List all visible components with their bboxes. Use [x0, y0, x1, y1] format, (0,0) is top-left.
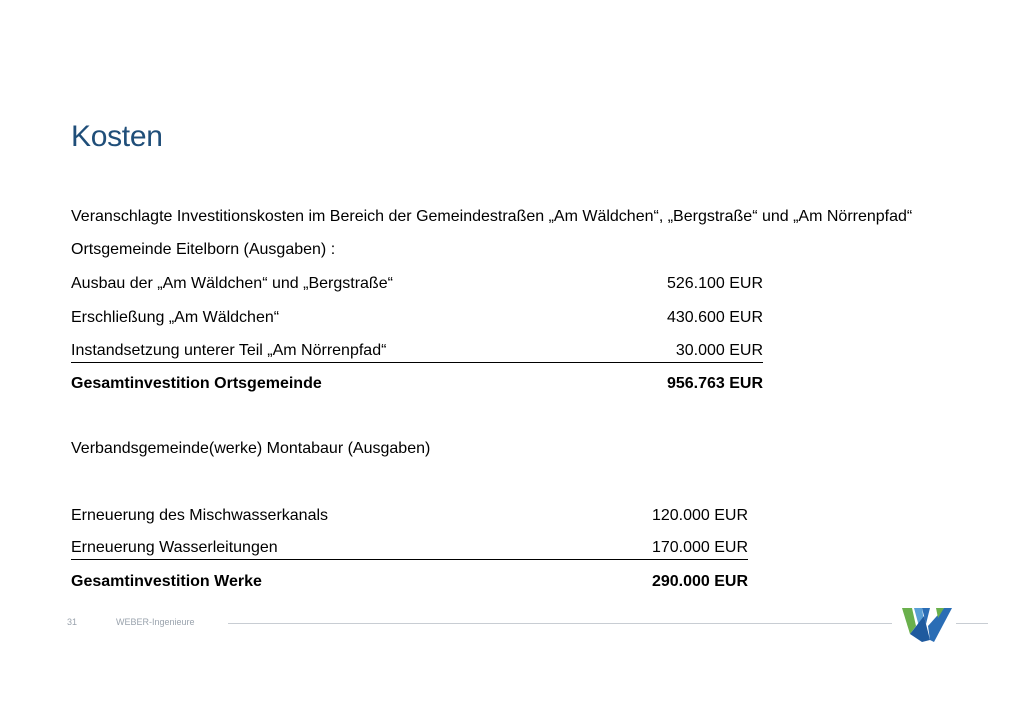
cost-row [71, 539, 748, 560]
cost-amount: 120.000 EUR [651, 507, 748, 524]
cost-label: Erschließung „Am Wäldchen“ [71, 309, 280, 326]
cost-row [71, 342, 763, 363]
footer-divider-right [956, 623, 988, 624]
total-label: Gesamtinvestition Werke [71, 573, 262, 590]
page-title: Kosten [71, 120, 163, 153]
cost-amount: 30.000 EUR [675, 342, 763, 359]
cost-label: Instandsetzung unterer Teil „Am Nörrenpfad“ [71, 342, 387, 359]
section2-heading: Verbandsgemeinde(werke) Montabaur (Ausgaben) [71, 440, 431, 457]
company-name: WEBER-Ingenieure [116, 617, 195, 627]
cost-label: Ausbau der „Am Wäldchen“ und „Bergstraße“ [71, 275, 393, 292]
cost-label: Erneuerung Wasserleitungen [71, 539, 278, 556]
cost-label: Erneuerung des Mischwasserkanals [71, 507, 329, 524]
weber-logo-icon [900, 604, 954, 644]
total-amount: 956.763 EUR [666, 375, 763, 392]
total-label: Gesamtinvestition Ortsgemeinde [71, 375, 322, 392]
section1-heading: Ortsgemeinde Eitelborn (Ausgaben) : [71, 241, 336, 258]
footer-divider [228, 623, 892, 624]
page-number: 31 [67, 617, 78, 627]
cost-amount: 170.000 EUR [651, 539, 748, 556]
intro-text: Veranschlagte Investitionskosten im Bereich der Gemeindestraßen „Am Wäldchen“, „Bergstraße“ und „Am Nörrenpfad“ [71, 208, 913, 225]
cost-amount: 526.100 EUR [666, 275, 763, 292]
cost-amount: 430.600 EUR [666, 309, 763, 326]
total-amount: 290.000 EUR [651, 573, 748, 590]
